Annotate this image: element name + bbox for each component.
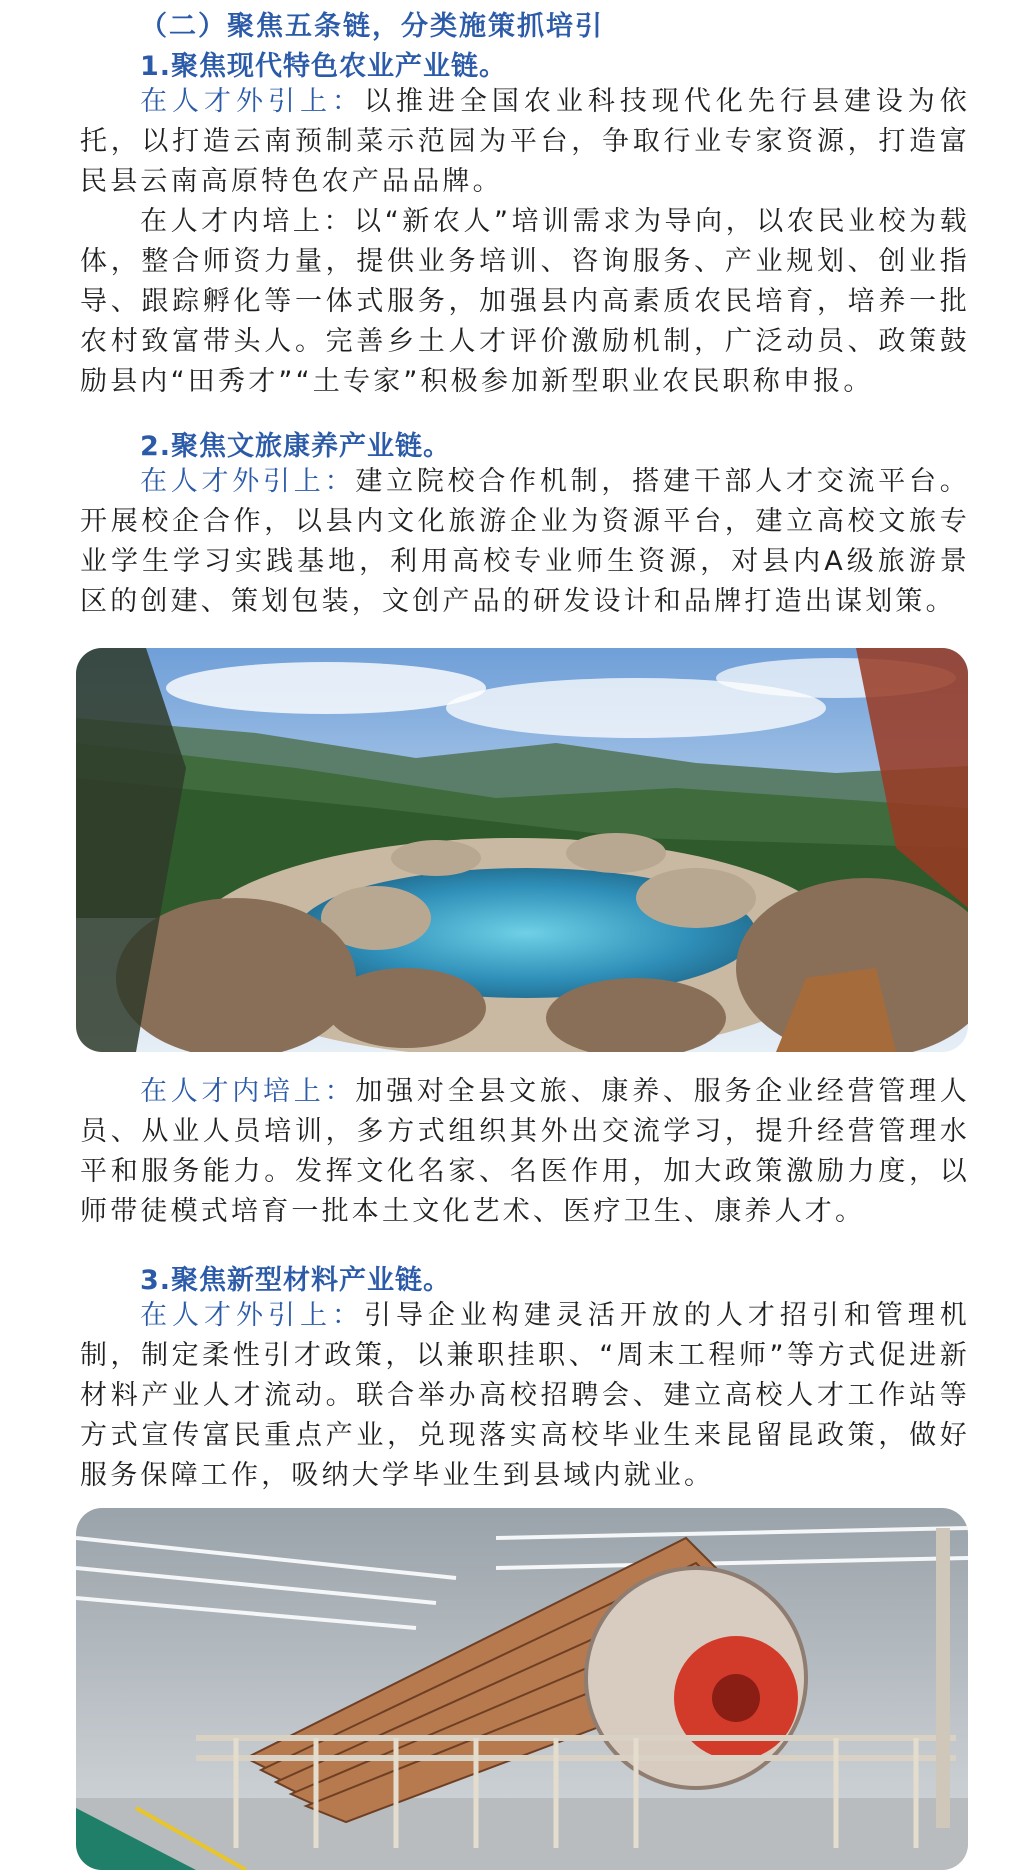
item-1-paragraph-1: [80, 82, 970, 202]
section-title: （二）聚焦五条链，分类施策抓培引: [140, 11, 604, 42]
paragraph-text: 加强对全县文旅、康养、服务企业经营管理人员、从业人员培训，多方式组织其外出交流学习，提升经营管理水平和服务能力。发挥文化名家、名医作用，加大政策激励力度，以师带徒模式培育一批本土文化艺术、医疗卫生、康养人才。: [80, 1076, 971, 1227]
item-3-paragraph-1: [80, 1296, 970, 1496]
paragraph-lead: 在人才外引上：: [140, 86, 364, 117]
item-3-heading: 3.聚焦新型材料产业链。: [140, 1265, 452, 1296]
item-2-paragraph-1: [80, 462, 970, 622]
paragraph-text: 引导企业构建灵活开放的人才招引和管理机制，制定柔性引才政策，以兼职挂职、“周末工程师”等方式促进新材料产业人才流动。联合举办高校招聘会、建立高校人才工作站等方式宣传富民重点产业，兑现落实高校毕业生来昆留昆政策，做好服务保障工作，吸纳大学毕业生到县域内就业。: [80, 1300, 970, 1491]
paragraph-text: 建立院校合作机制，搭建干部人才交流平台。开展校企合作，以县内文化旅游企业为资源平台，建立高校文旅专业学生学习实践基地，利用高校专业师生资源，对县内A级旅游景区的创建、策划包装，文创产品的研发设计和品牌打造出谋划策。: [80, 466, 971, 617]
hot-spring-landscape-photo: [76, 648, 968, 1052]
item-2-heading: 2.聚焦文旅康养产业链。: [140, 431, 452, 462]
paragraph-lead: 在人才外引上：: [140, 466, 356, 497]
paragraph-text: 以推进全国农业科技现代化先行县建设为依托，以打造云南预制菜示范园为平台，争取行业专家资源，打造富民县云南高原特色农产品品牌。: [80, 86, 970, 197]
paragraph-lead: 在人才内培上：: [140, 1076, 356, 1107]
item-1-paragraph-2: [80, 202, 970, 402]
paragraph-lead: 在人才外引上：: [140, 1300, 364, 1331]
paragraph-text: 以“新农人”培训需求为导向，以农民业校为载体，整合师资力量，提供业务培训、咨询服务、产业规划、创业指导、跟踪孵化等一体式服务，加强县内高素质农民培育，培养一批农村致富带头人。完善乡土人才评价激励机制，广泛动员、政策鼓励县内“田秀才”“土专家”积极参加新型职业农民职称申报。: [80, 206, 970, 397]
item-2-paragraph-2: [80, 1072, 970, 1232]
item-1-heading: 1.聚焦现代特色农业产业链。: [140, 51, 508, 82]
materials-factory-photo: [76, 1508, 968, 1870]
paragraph-lead: 在人才内培上：: [140, 206, 355, 237]
